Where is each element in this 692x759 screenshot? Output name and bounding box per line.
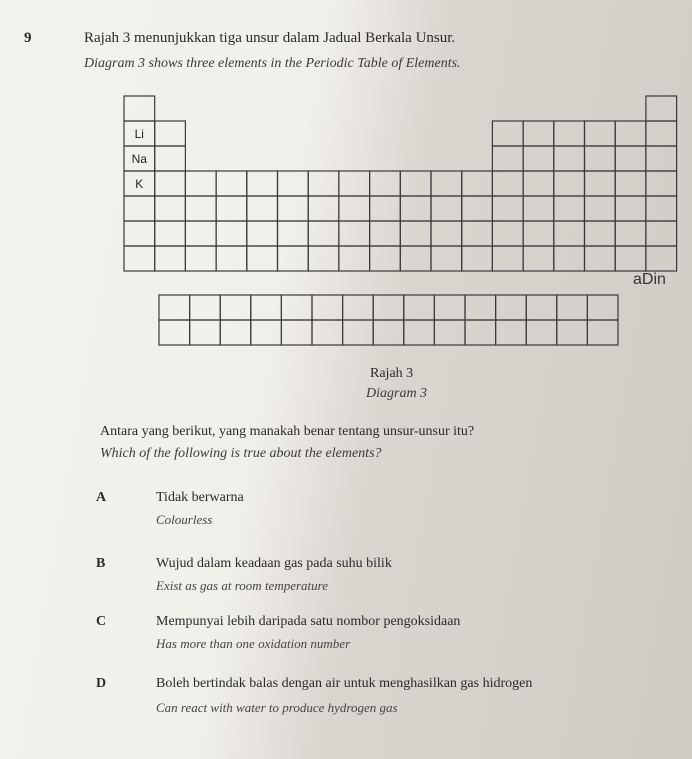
table-cell — [492, 121, 523, 146]
table-cell — [185, 221, 216, 246]
table-cell — [155, 171, 186, 196]
f-block-cell — [281, 295, 312, 320]
table-cell — [124, 96, 155, 121]
table-cell — [308, 221, 339, 246]
question-number: 9 — [24, 30, 32, 46]
table-cell — [278, 196, 309, 221]
table-cell — [247, 221, 278, 246]
table-cell — [278, 221, 309, 246]
f-block-cell — [434, 295, 465, 320]
table-cell — [615, 121, 646, 146]
option-letter: B — [96, 556, 106, 571]
table-cell — [646, 221, 677, 246]
f-block-cell — [373, 320, 404, 345]
table-cell — [431, 196, 462, 221]
table-cell — [462, 246, 493, 271]
table-cell — [523, 221, 554, 246]
table-cell — [554, 121, 585, 146]
table-cell — [523, 121, 554, 146]
f-block-cell — [220, 295, 251, 320]
question-text-malay: Rajah 3 menunjukkan tiga unsur dalam Jadual Berkala Unsur. — [84, 30, 456, 46]
f-block-cell — [557, 295, 588, 320]
table-cell — [400, 246, 431, 271]
f-block-cell — [587, 295, 618, 320]
option-text-english: Has more than one oxidation number — [156, 636, 351, 651]
table-cell — [247, 171, 278, 196]
option-letter: A — [96, 490, 107, 505]
table-cell — [523, 246, 554, 271]
table-cell — [554, 246, 585, 271]
table-cell — [492, 196, 523, 221]
table-cell — [462, 221, 493, 246]
table-cell — [431, 246, 462, 271]
table-cell — [400, 171, 431, 196]
f-block-cell — [404, 320, 435, 345]
table-cell — [585, 196, 616, 221]
option-letter: D — [96, 676, 107, 691]
table-cell — [185, 246, 216, 271]
table-cell — [247, 246, 278, 271]
table-cell — [370, 171, 401, 196]
table-cell — [339, 246, 370, 271]
table-cell — [124, 221, 155, 246]
table-cell — [216, 246, 247, 271]
table-cell — [185, 171, 216, 196]
table-cell — [646, 96, 677, 121]
table-cell — [370, 246, 401, 271]
option-text-malay: Boleh bertindak balas dengan air untuk menghasilkan gas hidrogen — [156, 676, 533, 691]
table-cell — [400, 221, 431, 246]
f-block-cell — [343, 320, 374, 345]
f-block-cell — [434, 320, 465, 345]
table-cell — [278, 171, 309, 196]
diagram-caption-malay: Rajah 3 — [370, 366, 414, 381]
option-text-malay: Wujud dalam keadaan gas pada suhu bilik — [156, 556, 392, 571]
table-cell — [155, 221, 186, 246]
table-cell — [155, 121, 186, 146]
f-block-cell — [159, 320, 190, 345]
table-cell — [585, 146, 616, 171]
f-block-cell — [220, 320, 251, 345]
table-cell — [400, 196, 431, 221]
table-cell — [615, 146, 646, 171]
table-cell — [216, 171, 247, 196]
table-cell — [615, 196, 646, 221]
table-cell — [278, 246, 309, 271]
f-block-cell — [251, 320, 282, 345]
option-text-english: Can react with water to produce hydrogen gas — [156, 700, 398, 715]
table-cell — [216, 196, 247, 221]
f-block-cell — [281, 320, 312, 345]
table-cell — [585, 171, 616, 196]
table-cell — [554, 146, 585, 171]
watermark-text: aDin — [633, 271, 666, 288]
table-cell — [554, 221, 585, 246]
f-block-cell — [465, 295, 496, 320]
f-block-cell — [190, 295, 221, 320]
table-cell — [370, 221, 401, 246]
table-cell — [370, 196, 401, 221]
f-block-cell — [312, 320, 343, 345]
diagram-caption-english: Diagram 3 — [366, 386, 428, 401]
table-cell — [554, 171, 585, 196]
f-block-cell — [496, 295, 527, 320]
table-cell — [339, 196, 370, 221]
table-cell — [462, 196, 493, 221]
element-symbol-k: K — [135, 177, 144, 191]
table-cell — [585, 221, 616, 246]
f-block-cell — [251, 295, 282, 320]
option-letter: C — [96, 614, 107, 629]
f-block-cell — [404, 295, 435, 320]
option-text-malay: Tidak berwarna — [156, 490, 244, 505]
f-block-cell — [526, 295, 557, 320]
table-cell — [523, 171, 554, 196]
table-cell — [339, 171, 370, 196]
f-block-cell — [190, 320, 221, 345]
table-cell — [615, 171, 646, 196]
f-block-cell — [526, 320, 557, 345]
table-cell — [585, 246, 616, 271]
table-cell — [185, 196, 216, 221]
table-cell — [492, 171, 523, 196]
table-cell — [492, 221, 523, 246]
table-cell — [554, 196, 585, 221]
f-block-cell — [373, 295, 404, 320]
table-cell — [124, 196, 155, 221]
option-text-english: Colourless — [156, 512, 213, 527]
table-cell — [308, 171, 339, 196]
table-cell — [247, 196, 278, 221]
f-block-cell — [496, 320, 527, 345]
f-block-cell — [557, 320, 588, 345]
f-block-cell — [465, 320, 496, 345]
element-symbol-li: Li — [134, 127, 144, 141]
f-block-cell — [587, 320, 618, 345]
table-cell — [308, 246, 339, 271]
f-block-cell — [343, 295, 374, 320]
table-cell — [431, 171, 462, 196]
table-cell — [155, 196, 186, 221]
table-cell — [646, 171, 677, 196]
prompt-malay: Antara yang berikut, yang manakah benar tentang unsur-unsur itu? — [100, 424, 475, 439]
table-cell — [492, 146, 523, 171]
f-block-cell — [159, 295, 190, 320]
table-cell — [615, 221, 646, 246]
table-cell — [646, 246, 677, 271]
option-text-malay: Mempunyai lebih daripada satu nombor pengoksidaan — [156, 614, 461, 629]
table-cell — [646, 146, 677, 171]
table-cell — [646, 196, 677, 221]
table-cell — [492, 246, 523, 271]
table-cell — [462, 171, 493, 196]
table-cell — [155, 146, 186, 171]
table-cell — [431, 221, 462, 246]
table-cell — [646, 121, 677, 146]
element-symbol-na: Na — [131, 152, 147, 166]
periodic-table-diagram — [0, 0, 692, 360]
table-cell — [216, 221, 247, 246]
table-cell — [155, 246, 186, 271]
question-text-english: Diagram 3 shows three elements in the Periodic Table of Elements. — [84, 56, 461, 71]
table-cell — [124, 246, 155, 271]
table-cell — [615, 246, 646, 271]
table-cell — [308, 196, 339, 221]
table-cell — [523, 196, 554, 221]
prompt-english: Which of the following is true about the elements? — [100, 446, 382, 461]
table-cell — [523, 146, 554, 171]
f-block-cell — [312, 295, 343, 320]
table-cell — [585, 121, 616, 146]
table-cell — [339, 221, 370, 246]
option-text-english: Exist as gas at room temperature — [156, 578, 328, 593]
